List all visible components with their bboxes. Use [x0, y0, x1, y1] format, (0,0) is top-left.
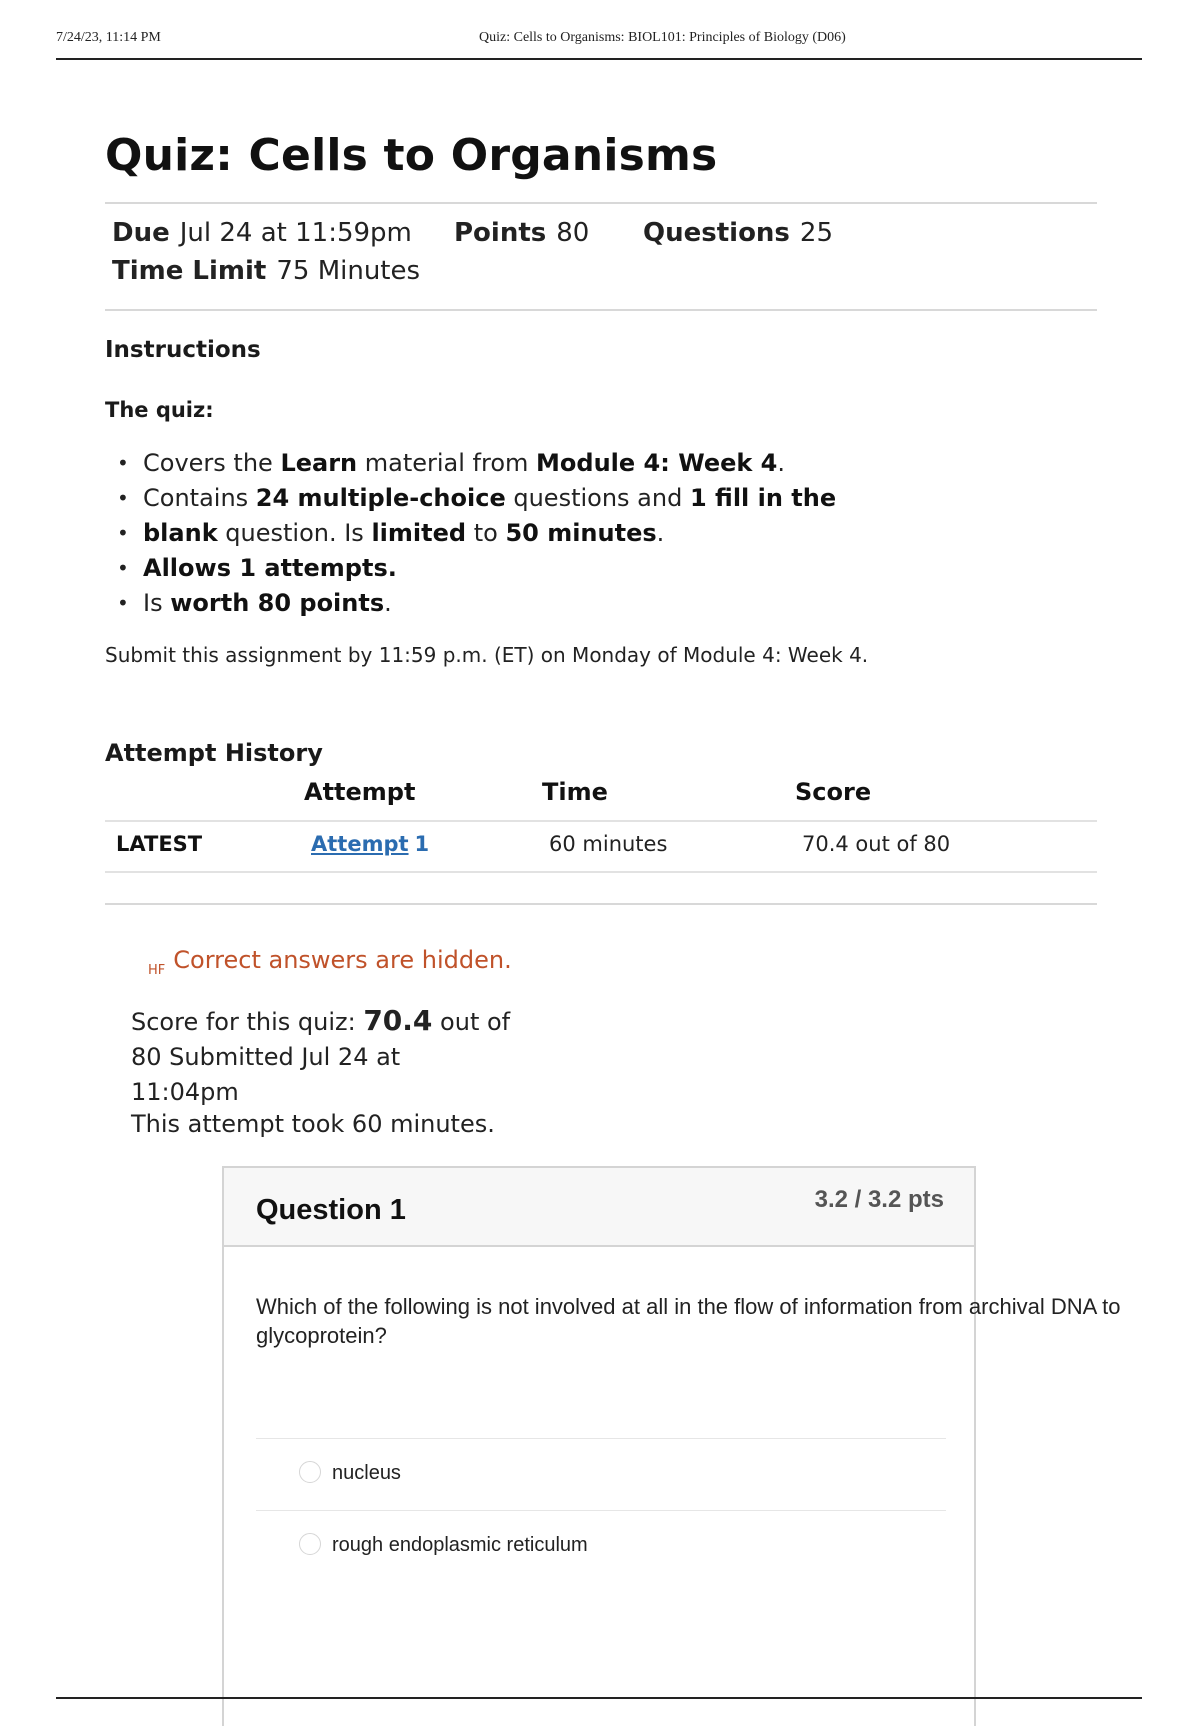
- question-card: [222, 1166, 1121, 1726]
- points-label: Points: [454, 218, 547, 248]
- points: [454, 218, 589, 248]
- time-limit-label: Time Limit: [112, 256, 267, 286]
- question-text: Which of the following is not involved at all in the flow of information from archival DNA to glycoprotein?: [256, 1294, 1121, 1348]
- submit-note: Submit this assignment by 11:59 p.m. (ET) on Monday of Module 4: Week 4.: [105, 643, 869, 667]
- divider: [105, 202, 1097, 204]
- table-divider: [105, 871, 1097, 873]
- print-footer-rule: [56, 1697, 1142, 1699]
- instructions-heading: Instructions: [105, 337, 261, 363]
- due-date: [112, 218, 412, 248]
- question-points: 3.2 / 3.2 pts: [814, 1186, 944, 1213]
- list-item: • Is worth 80 points.: [143, 586, 836, 621]
- question-count: [643, 218, 833, 248]
- divider: [105, 903, 1097, 905]
- print-page-title: Quiz: Cells to Organisms: BIOL101: Principles of Biology (D06): [479, 30, 846, 45]
- instructions-list: [143, 446, 836, 621]
- divider: [105, 309, 1097, 311]
- list-item: • blank question. Is limited to 50 minutes.: [143, 516, 836, 551]
- answer-option-label: nucleus: [332, 1462, 401, 1485]
- correct-answers-hidden-notice: [148, 946, 512, 978]
- score-value: 70.4: [363, 1004, 433, 1037]
- answer-option-label: rough endoplasmic reticulum: [332, 1534, 588, 1557]
- attempt-time: 60 minutes: [549, 832, 668, 856]
- attempt-link[interactable]: [311, 832, 429, 856]
- print-header: [56, 28, 1142, 60]
- score-prefix: Score for this quiz:: [131, 1008, 364, 1036]
- time-limit: [112, 256, 420, 286]
- option-divider: [256, 1510, 946, 1511]
- list-item: • Allows 1 attempts.: [143, 551, 836, 586]
- latest-tag: LATEST: [116, 832, 203, 856]
- due-value: Jul 24 at 11:59pm: [179, 218, 412, 248]
- list-item: • Contains 24 multiple-choice questions and 1 fill in the: [143, 481, 836, 516]
- radio-button[interactable]: [299, 1533, 321, 1555]
- column-header-attempt: Attempt: [304, 778, 416, 806]
- questions-label: Questions: [643, 218, 790, 248]
- print-date: 7/24/23, 11:14 PM: [56, 30, 161, 45]
- question-title: Question 1: [256, 1194, 406, 1226]
- radio-button[interactable]: [299, 1461, 321, 1483]
- instructions-intro: The quiz:: [105, 398, 214, 422]
- attempt-duration: This attempt took 60 minutes.: [131, 1110, 495, 1138]
- questions-value: 25: [799, 218, 834, 248]
- question-header: [224, 1168, 974, 1247]
- page-title: Quiz: Cells to Organisms: [105, 130, 718, 181]
- hidden-notice-text: Correct answers are hidden.: [173, 946, 512, 974]
- hidden-icon: HF: [148, 963, 166, 978]
- option-divider: [256, 1438, 946, 1439]
- attempt-link-number[interactable]: 1: [414, 832, 430, 856]
- attempt-score: 70.4 out of 80: [802, 832, 951, 856]
- time-limit-value: 75 Minutes: [276, 256, 421, 286]
- column-header-score: Score: [795, 778, 872, 806]
- due-label: Due: [112, 218, 170, 248]
- answer-option[interactable]: [299, 1534, 588, 1557]
- quiz-score-summary: [131, 1003, 511, 1110]
- answer-option[interactable]: [299, 1462, 401, 1485]
- column-header-time: Time: [542, 778, 608, 806]
- table-divider: [105, 820, 1097, 822]
- attempt-link-label[interactable]: Attempt: [311, 832, 409, 856]
- list-item: • Covers the Learn material from Module 4: Week 4.: [143, 446, 836, 481]
- score-suffix: out of 80 Submitted Jul 24 at 11:04pm: [131, 1008, 511, 1106]
- attempt-history-heading: Attempt History: [105, 739, 323, 767]
- points-value: 80: [556, 218, 590, 248]
